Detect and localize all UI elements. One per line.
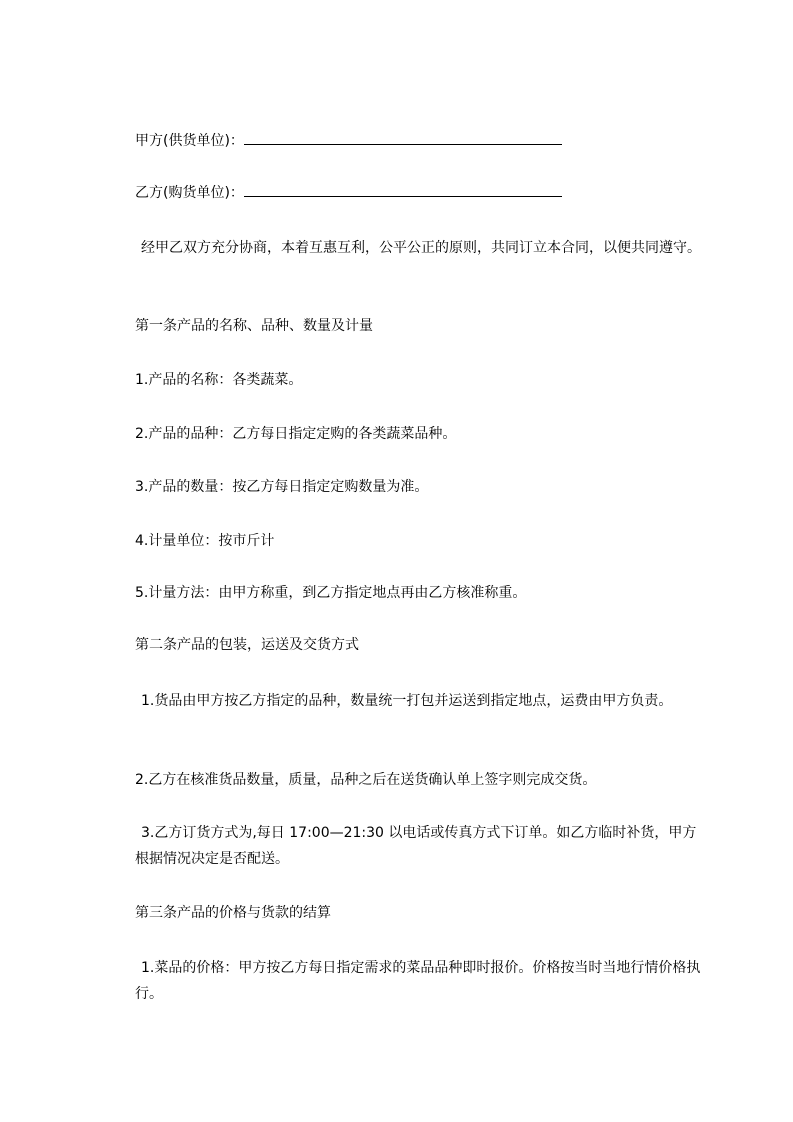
party-a-label: 甲方(供货单位)：	[135, 133, 244, 149]
party-a-blank[interactable]	[244, 128, 562, 145]
article3-item: 1.菜品的价格：甲方按乙方每日指定需求的菜品品种即时报价。价格按当时当地行情价格执行。	[135, 960, 701, 1002]
article1-item: 5.计量方法：由甲方称重，到乙方指定地点再由乙方核准称重。	[135, 585, 527, 601]
article1-item: 3.产品的数量：按乙方每日指定定购数量为准。	[135, 479, 429, 495]
article2-title: 第二条产品的包装，运送及交货方式	[135, 637, 359, 653]
article1-item: 2.产品的品种：乙方每日指定定购的各类蔬菜品种。	[135, 426, 457, 442]
party-b-label: 乙方(购货单位)：	[135, 185, 244, 201]
party-b-blank[interactable]	[244, 180, 562, 197]
article2-item: 1.货品由甲方按乙方指定的品种，数量统一打包并运送到指定地点，运费由甲方负责。	[141, 693, 673, 709]
article3-title: 第三条产品的价格与货款的结算	[135, 905, 331, 921]
article2-item: 3.乙方订货方式为,每日 17:00—21:30 以电话或传真方式下订单。如乙方临时补货，甲方根据情况决定是否配送。	[135, 825, 697, 867]
article1-item: 4.计量单位：按市斤计	[135, 533, 275, 549]
article1-title: 第一条产品的名称、品种、数量及计量	[135, 318, 373, 334]
intro-paragraph: 经甲乙双方充分协商，本着互惠互利，公平公正的原则，共同订立本合同，以便共同遵守。	[141, 240, 701, 256]
article1-item: 1.产品的名称：各类蔬菜。	[135, 372, 303, 388]
party-b-line	[135, 180, 562, 206]
party-a-line	[135, 128, 562, 154]
article2-item: 2.乙方在核准货品数量，质量，品种之后在送货确认单上签字则完成交货。	[135, 772, 597, 788]
